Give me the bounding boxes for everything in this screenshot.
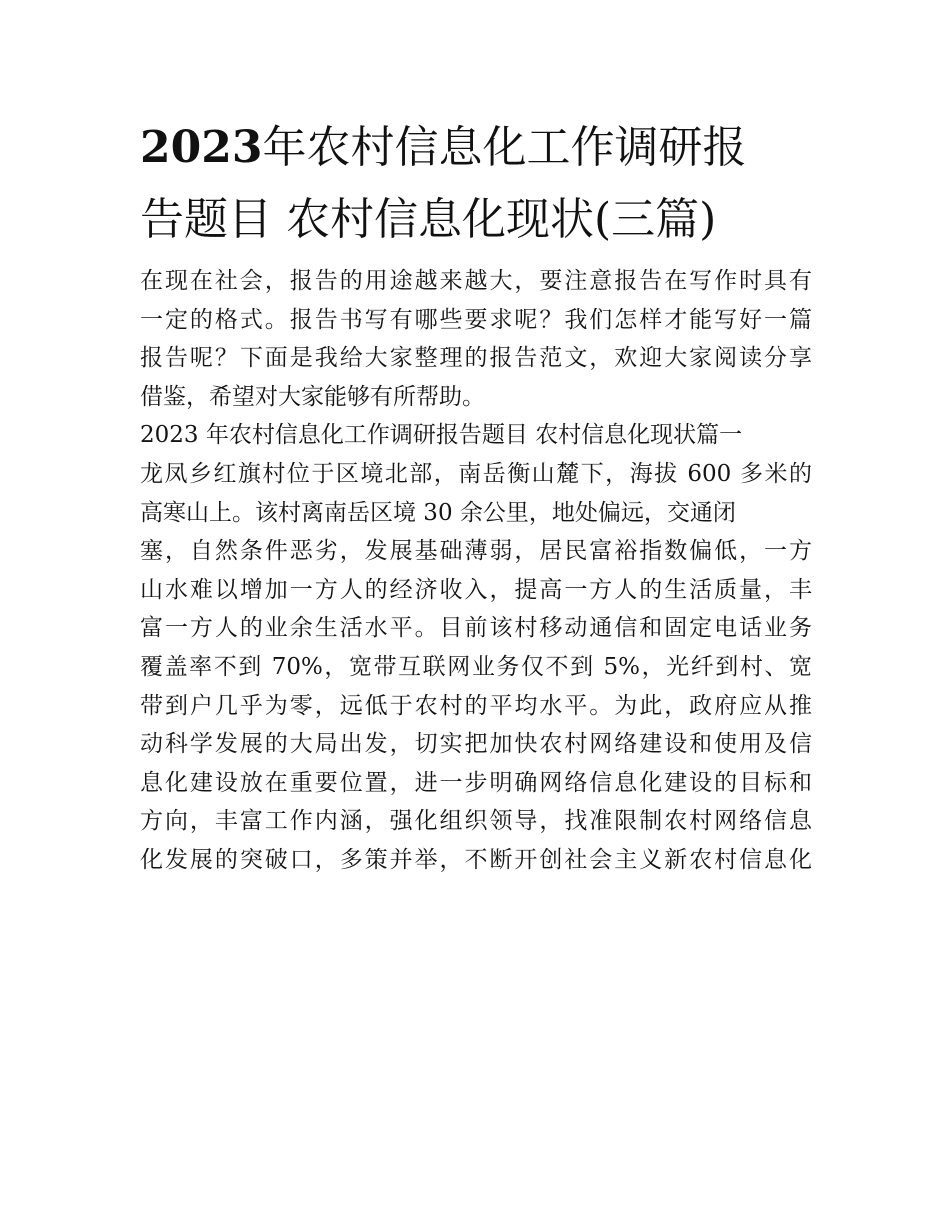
document-title	[140, 112, 812, 256]
body-line: 富一方人的业余生活水平。目前该村移动通信和固定电话业务	[140, 615, 812, 642]
title-line-1	[140, 112, 812, 184]
body-line: 龙凤乡红旗村位于区境北部，南岳衡山麓下，海拔 600 多米的	[140, 460, 812, 487]
body-line: 息化建设放在重要位置，进一步明确网络信息化建设的目标和	[140, 769, 812, 796]
body-paragraph	[140, 455, 812, 880]
body-line: 覆盖率不到 70%，宽带互联网业务仅不到 5%，光纤到村、宽	[140, 653, 812, 680]
section-heading-text: 2023 年农村信息化工作调研报告题目 农村信息化现状篇一	[140, 422, 743, 449]
intro-line: 报告呢？下面是我给大家整理的报告范文，欢迎大家阅读分享	[140, 345, 812, 372]
intro-line: 在现在社会，报告的用途越来越大，要注意报告在写作时具有	[140, 268, 812, 294]
title-year: 2023	[140, 122, 263, 173]
title-line-2: 告题目 农村信息化现状(三篇)	[140, 194, 717, 245]
intro-line: 一定的格式。报告书写有哪些要求呢？我们怎样才能写好一篇	[140, 306, 812, 333]
body-line: 塞，自然条件恶劣，发展基础薄弱，居民富裕指数偏低，一方	[140, 538, 812, 565]
body-line: 带到户几乎为零，远低于农村的平均水平。为此，政府应从推	[140, 692, 812, 719]
title-line-1-text: 年农村信息化工作调研报	[262, 122, 747, 173]
document-body	[140, 262, 812, 880]
body-line: 方向，丰富工作内涵，强化组织领导，找准限制农村网络信息	[140, 808, 812, 835]
body-line: 高寒山上。该村离南岳区境 30 余公里，地处偏远，交通闭	[140, 499, 736, 526]
body-line: 化发展的突破口，多策并举，不断开创社会主义新农村信息化	[140, 846, 812, 873]
document-content	[140, 112, 812, 880]
intro-paragraph	[140, 262, 812, 416]
section-heading	[140, 416, 812, 455]
body-line: 动科学发展的大局出发，切实把加快农村网络建设和使用及信	[140, 731, 812, 758]
intro-line: 借鉴，希望对大家能够有所帮助。	[140, 383, 485, 410]
body-line: 山水难以增加一方人的经济收入，提高一方人的生活质量，丰	[140, 576, 812, 603]
